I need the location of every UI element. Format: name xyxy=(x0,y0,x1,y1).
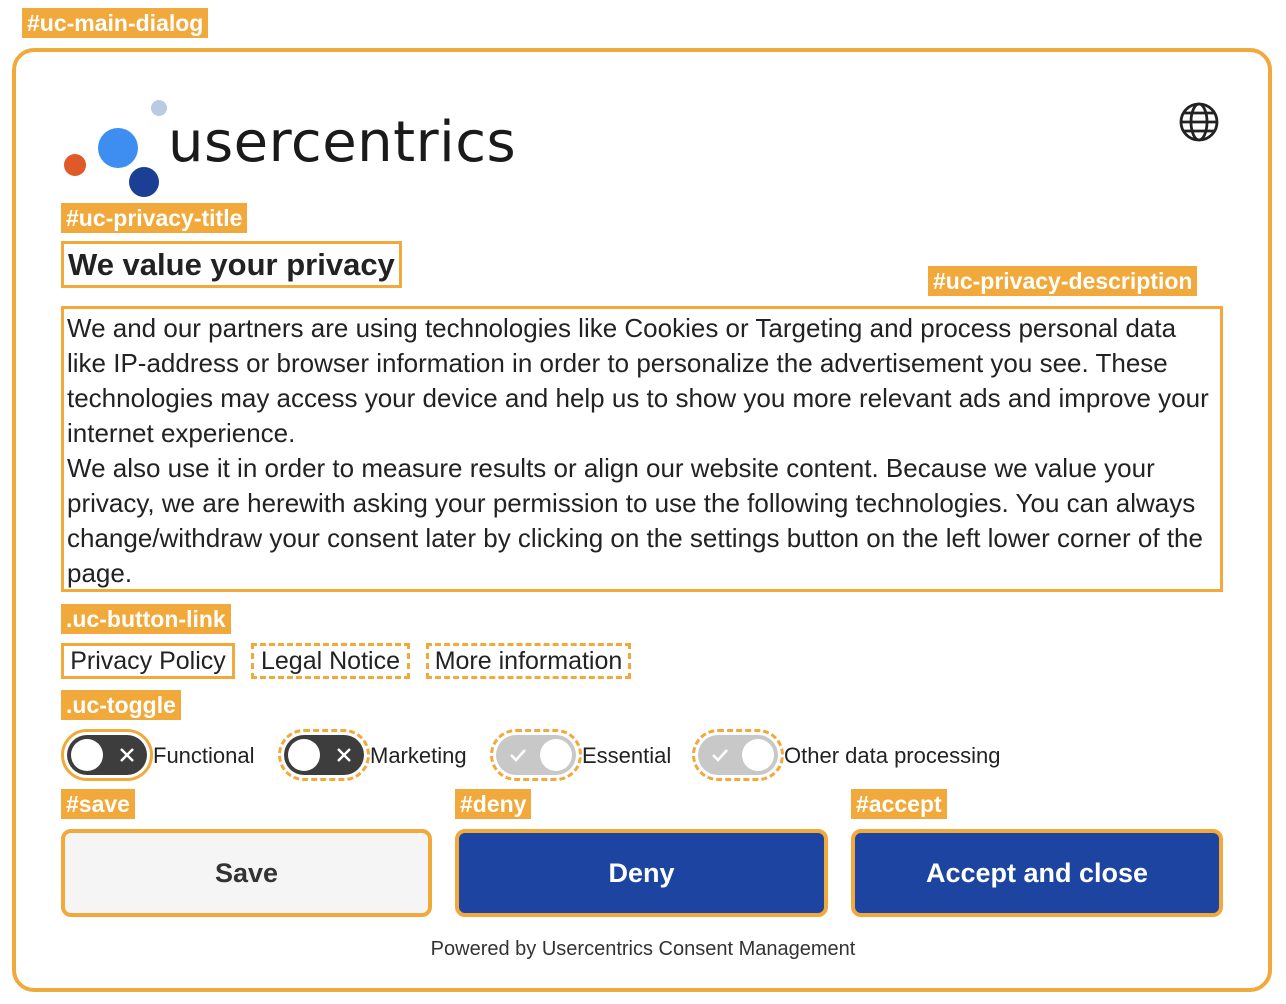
logo-dot-orange xyxy=(64,154,86,176)
marketing-toggle-track xyxy=(284,735,364,775)
other-data-processing-toggle-track xyxy=(698,735,778,775)
x-icon xyxy=(115,743,139,767)
logo-dot-navy xyxy=(129,167,159,197)
annotation-main-dialog-tag: #uc-main-dialog xyxy=(22,8,208,38)
annotation-privacy-title-tag: #uc-privacy-title xyxy=(61,203,247,233)
functional-toggle-track xyxy=(67,735,147,775)
description-paragraph-2: We also use it in order to measure results or align our website content. Because we value your privacy, we are herewith asking your permission to use the following technologies. You can always change/withdraw your consent later by clicking on the settings button on the left lower corner of the page. xyxy=(67,453,1203,588)
logo-text: usercentrics xyxy=(168,110,517,175)
annotation-privacy-description-tag: #uc-privacy-description xyxy=(928,266,1197,296)
toggle-knob xyxy=(71,739,103,771)
check-icon xyxy=(506,743,530,767)
toggle-knob xyxy=(540,739,572,771)
annotation-accept-tag: #accept xyxy=(851,789,947,819)
annotation-button-link-tag: .uc-button-link xyxy=(61,604,231,634)
logo-dot-light xyxy=(151,100,167,116)
functional-toggle[interactable] xyxy=(61,729,153,781)
essential-toggle[interactable] xyxy=(490,729,582,781)
marketing-toggle[interactable] xyxy=(278,729,370,781)
powered-by-footer: Powered by Usercentrics Consent Management xyxy=(430,938,856,960)
globe-icon[interactable] xyxy=(1177,100,1221,144)
marketing-toggle-label: Marketing xyxy=(370,743,467,768)
other-data-processing-toggle-label: Other data processing xyxy=(784,743,1001,768)
x-icon xyxy=(332,743,356,767)
check-icon xyxy=(708,743,732,767)
essential-toggle-track xyxy=(496,735,576,775)
essential-toggle-label: Essential xyxy=(582,743,672,768)
deny-button[interactable]: Deny xyxy=(455,829,828,917)
annotation-deny-tag: #deny xyxy=(455,789,531,819)
other-data-processing-toggle[interactable] xyxy=(692,729,784,781)
privacy-policy-link[interactable]: Privacy Policy xyxy=(61,643,235,679)
accept-button[interactable]: Accept and close xyxy=(851,829,1223,917)
more-information-link[interactable]: More information xyxy=(426,643,631,679)
toggle-knob xyxy=(742,739,774,771)
annotation-toggle-tag: .uc-toggle xyxy=(61,690,181,720)
logo-dot-blue xyxy=(98,128,138,168)
description-paragraph-1: We and our partners are using technologies like Cookies or Targeting and process personal data like IP-address or browser information in order to personalize the advertisement you see. These technologies may access your device and help us to show you more relevant ads and improve your internet experience. xyxy=(67,313,1209,448)
functional-toggle-label: Functional xyxy=(153,743,255,768)
toggle-knob xyxy=(288,739,320,771)
legal-notice-link[interactable]: Legal Notice xyxy=(251,643,410,679)
annotation-save-tag: #save xyxy=(61,789,135,819)
usercentrics-logo xyxy=(64,100,534,200)
save-button[interactable]: Save xyxy=(61,829,432,917)
privacy-description xyxy=(61,306,1223,592)
privacy-title: We value your privacy xyxy=(61,241,402,288)
